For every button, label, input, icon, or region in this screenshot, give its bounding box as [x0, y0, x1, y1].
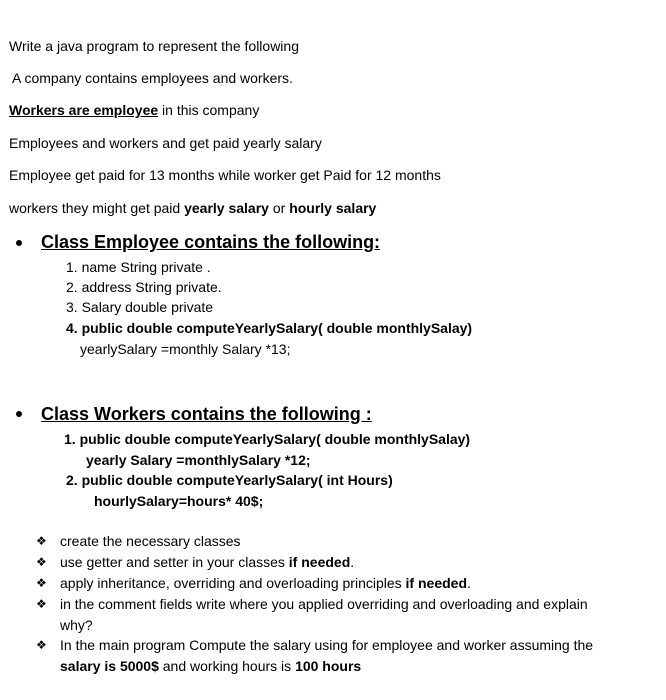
intro-line-1: Write a java program to represent the following: [9, 38, 299, 54]
intro-line-5: Employee get paid for 13 months while worker get Paid for 12 months: [9, 167, 441, 183]
requirement-2-a: use getter and setter in your classes: [60, 554, 289, 570]
employee-item-1: 1. name String private .: [66, 259, 211, 275]
requirement-4-line-1: in the comment fields write where you applied overriding and overloading and explain: [60, 596, 588, 612]
workers-item-1-note: yearly Salary =monthlySalary *12;: [86, 452, 311, 468]
requirement-3-c: .: [467, 575, 471, 591]
intro-line-3-emphasis: Workers are employee: [9, 102, 159, 118]
employee-item-4-note: yearlySalary =monthly Salary *13;: [80, 341, 291, 357]
intro-line-3-rest: in this company: [158, 102, 260, 118]
intro-line-2: A company contains employees and workers.: [12, 70, 293, 86]
intro-line-6-a: workers they might get paid: [9, 200, 185, 216]
requirement-5-salary: salary is 5000$: [60, 658, 159, 674]
workers-item-1: 1. public double computeYearlySalary( double monthlySalay): [64, 431, 471, 447]
employee-item-2: 2. address String private.: [66, 279, 222, 295]
workers-item-2-note: hourlySalary=hours* 40$;: [94, 493, 264, 509]
intro-line-6: [9, 199, 376, 217]
requirement-4-line-2: why?: [60, 617, 93, 633]
requirement-5-line-1: In the main program Compute the salary using for employee and worker assuming the: [60, 637, 594, 653]
requirement-5-line-2: [60, 657, 361, 675]
intro-line-6-d: hourly salary: [289, 200, 377, 216]
workers-heading: Class Workers contains the following :: [41, 404, 372, 424]
workers-item-2: 2. public double computeYearlySalary( int Hours): [66, 472, 393, 488]
requirement-1: create the necessary classes: [60, 533, 241, 549]
requirement-2: [60, 553, 354, 571]
requirement-5-hours: 100 hours: [295, 658, 362, 674]
requirement-3: [60, 574, 471, 592]
requirement-3-a: apply inheritance, overriding and overloading principles: [60, 575, 406, 591]
diamond-bullet-icon: ❖: [36, 576, 47, 590]
requirement-5-mid: and working hours is: [158, 658, 296, 674]
employee-item-3: 3. Salary double private: [66, 299, 214, 315]
intro-line-6-b: yearly salary: [184, 200, 269, 216]
workers-bullet-icon: [16, 411, 22, 417]
intro-line-6-c: or: [268, 200, 290, 216]
employee-item-4: 4. public double computeYearlySalary( double monthlySalay): [66, 320, 473, 336]
intro-line-4: Employees and workers and get paid yearly salary: [9, 135, 322, 151]
intro-line-3: [9, 101, 259, 119]
diamond-bullet-icon: ❖: [36, 597, 47, 611]
diamond-bullet-icon: ❖: [36, 638, 47, 652]
requirement-2-b: if needed: [288, 554, 351, 570]
requirement-3-b: if needed: [405, 575, 468, 591]
requirement-2-c: .: [350, 554, 355, 570]
employee-bullet-icon: [16, 240, 22, 246]
diamond-bullet-icon: ❖: [36, 534, 47, 548]
employee-heading: Class Employee contains the following:: [41, 232, 381, 252]
diamond-bullet-icon: ❖: [36, 555, 47, 569]
